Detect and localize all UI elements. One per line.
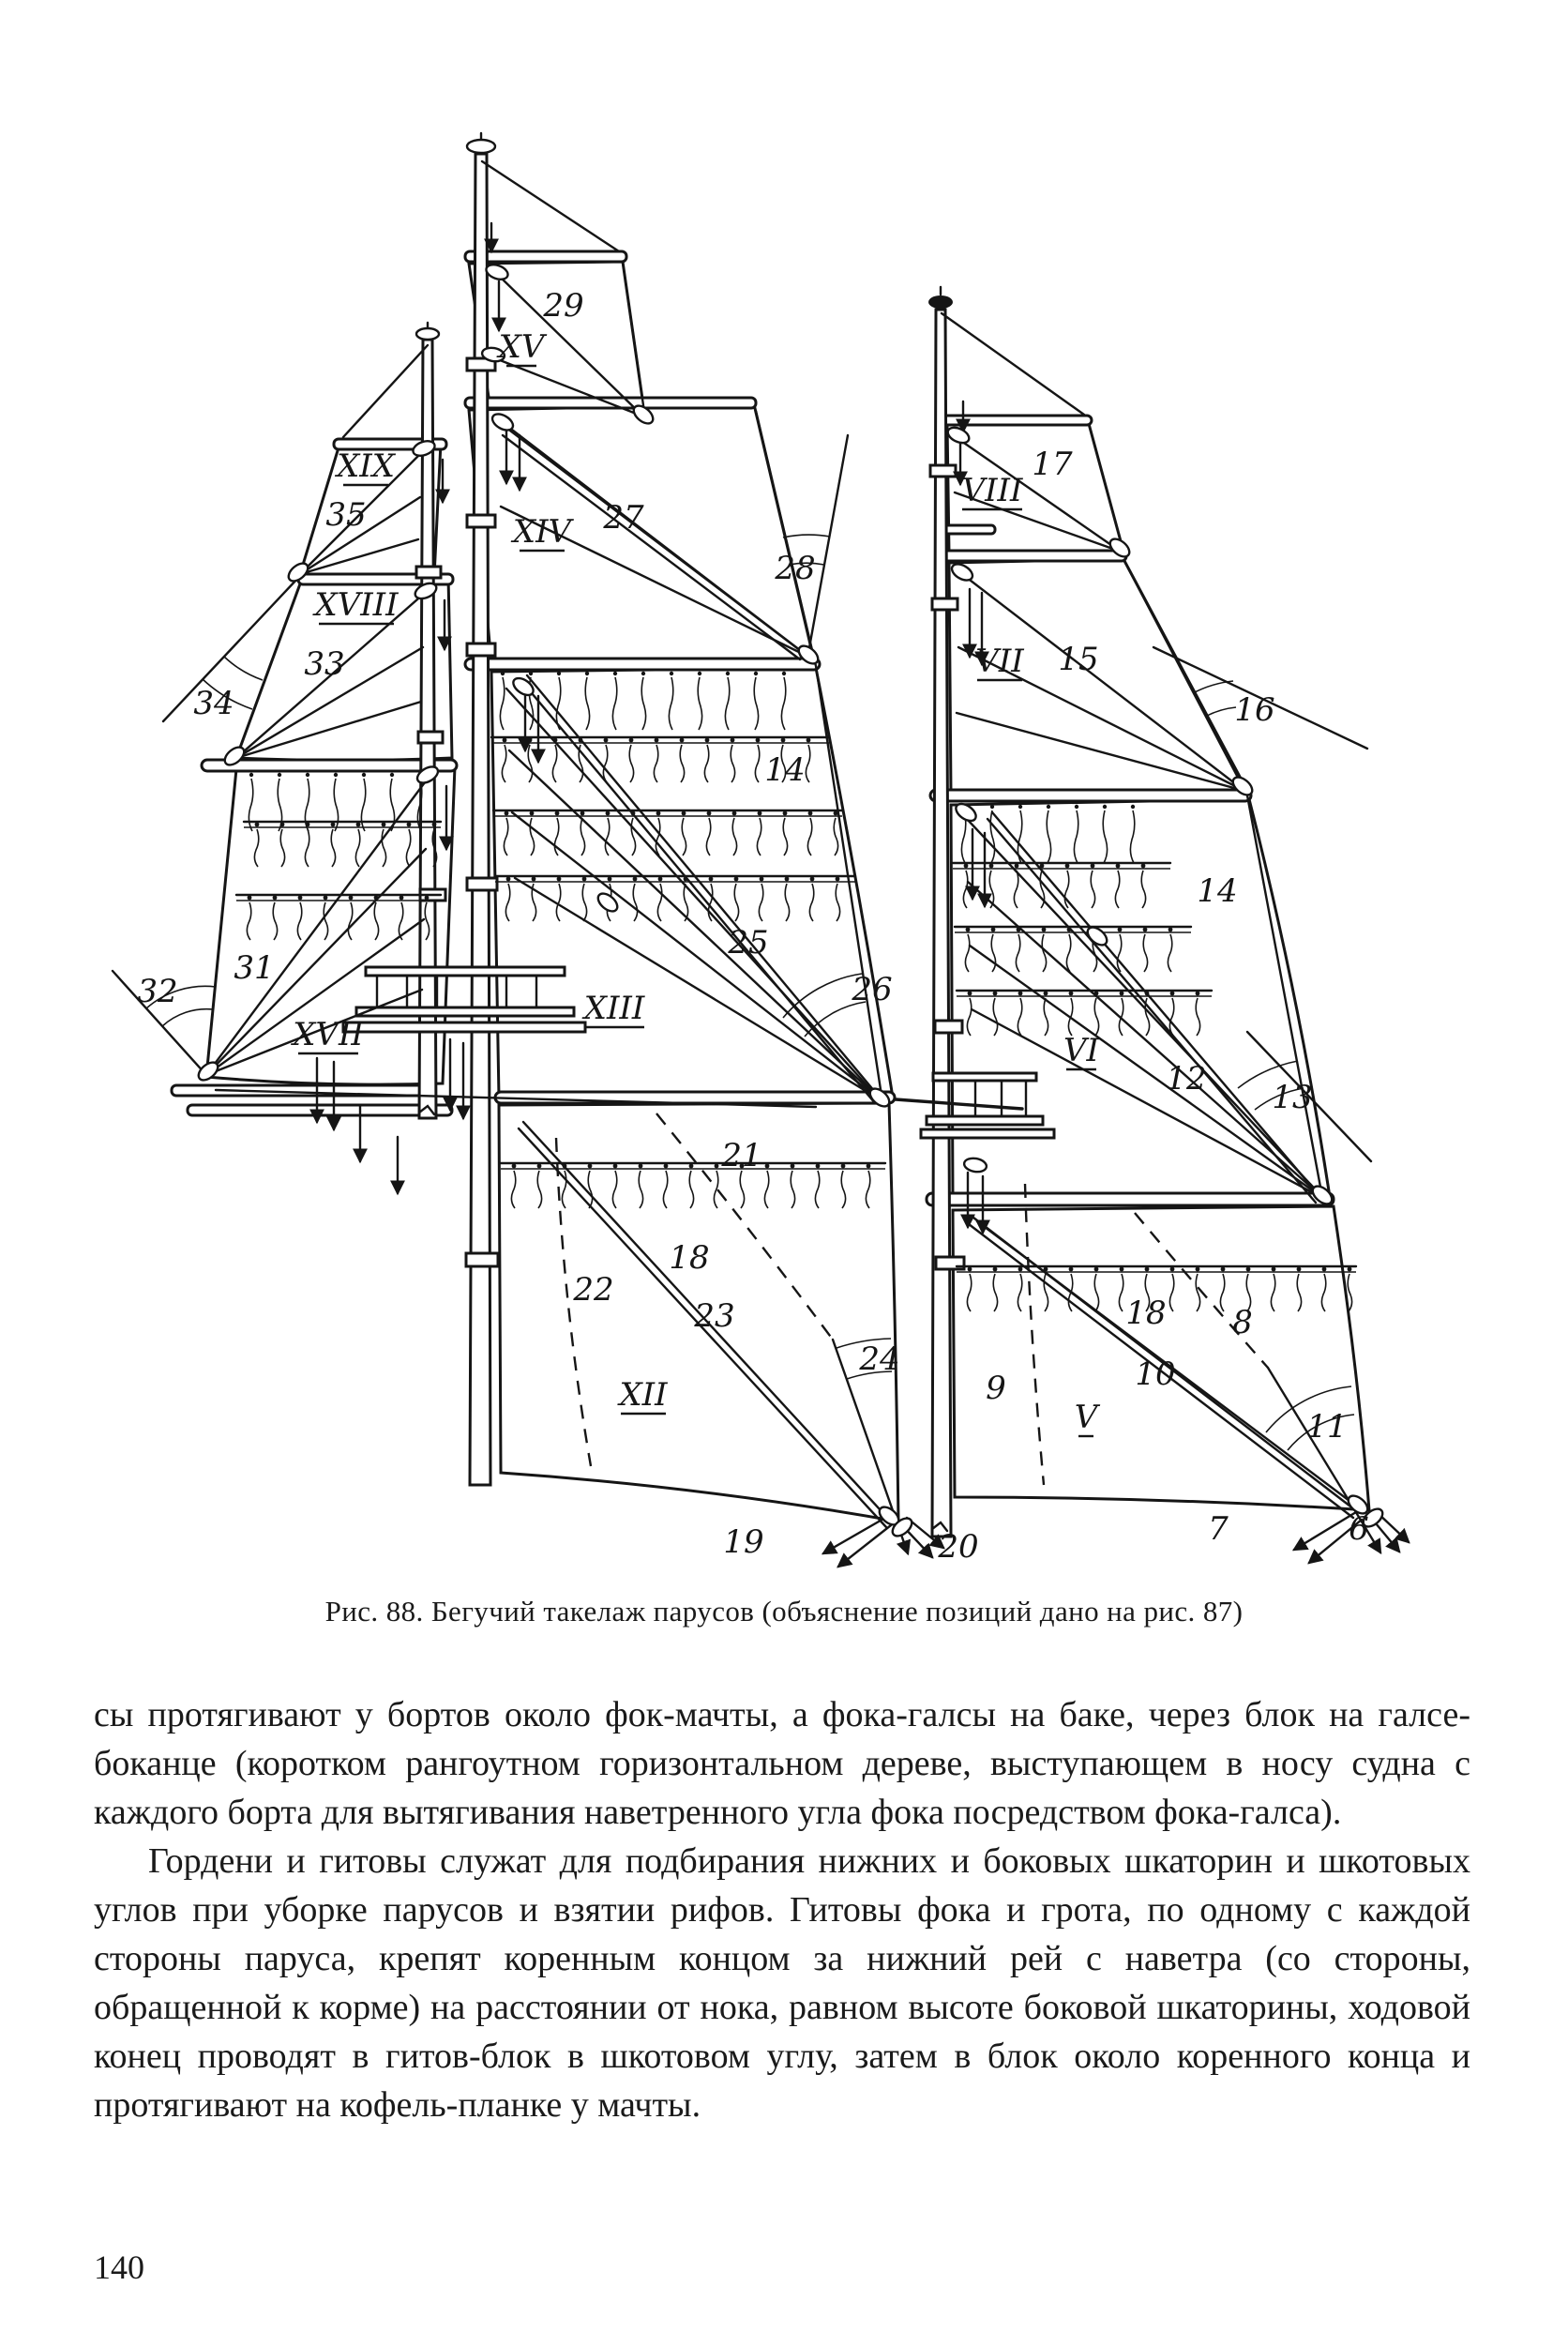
- svg-text:14: 14: [1197, 872, 1238, 910]
- svg-text:7: 7: [1208, 1510, 1229, 1548]
- svg-text:17: 17: [1032, 446, 1073, 483]
- svg-text:XIII: XIII: [583, 990, 645, 1027]
- mast-collar: [935, 1021, 962, 1033]
- svg-text:26: 26: [852, 971, 893, 1008]
- page-number: 140: [94, 2249, 144, 2286]
- svg-text:XIX: XIX: [337, 447, 395, 485]
- yard: [465, 659, 820, 670]
- svg-text:22: 22: [573, 1271, 614, 1309]
- svg-text:12: 12: [1166, 1060, 1207, 1098]
- svg-text:15: 15: [1058, 641, 1099, 678]
- mast-collar: [416, 567, 441, 578]
- body-text: [94, 1690, 1470, 2129]
- svg-text:VI: VI: [1063, 1032, 1099, 1069]
- masthead-truck: [467, 140, 495, 153]
- svg-text:XVII: XVII: [293, 1016, 364, 1053]
- yard: [936, 416, 1092, 425]
- yard: [927, 1193, 1334, 1205]
- svg-text:31: 31: [234, 949, 275, 987]
- svg-text:14: 14: [764, 751, 806, 789]
- yard: [495, 1092, 895, 1103]
- svg-text:32: 32: [137, 973, 178, 1010]
- svg-text:19: 19: [723, 1523, 764, 1561]
- svg-text:8: 8: [1232, 1304, 1253, 1341]
- svg-text:33: 33: [304, 645, 345, 683]
- yard: [942, 525, 995, 534]
- svg-text:XV: XV: [498, 328, 545, 366]
- mast-collar: [466, 1253, 498, 1266]
- svg-text:18: 18: [669, 1239, 710, 1277]
- svg-text:24: 24: [859, 1340, 900, 1378]
- svg-text:6: 6: [1349, 1510, 1369, 1548]
- figure-caption: Рис. 88. Бегучий такелаж парусов (объяснение позиций дано на рис. 87): [324, 1595, 1244, 1628]
- svg-text:VII: VII: [975, 643, 1024, 680]
- svg-text:27: 27: [603, 499, 644, 537]
- masthead-truck: [928, 295, 953, 309]
- body-paragraph: Гордени и гитовы служат для подбирания нижних и боковых шкаторин и шкотовых углов при уборке парусов и взятии рифов. Гитовы фока и грота, по одному с каждой стороны паруса, крепят коренным концом за нижний рей с наветра (со стороны, обращенной к корме) на расстоянии от нока, равном высоте боковой шкаторины, ходовой конец проводят в гитов-блок в шкотовом углу, затем в блок около коренного конца и протягивают на кофель-планке у мачты.: [94, 1841, 1470, 2125]
- svg-text:34: 34: [193, 685, 234, 722]
- svg-text:10: 10: [1135, 1355, 1176, 1393]
- svg-text:23: 23: [694, 1297, 735, 1335]
- sail-xv: [469, 262, 645, 418]
- mast-collar: [418, 732, 443, 743]
- yard: [942, 551, 1126, 561]
- svg-text:21: 21: [721, 1137, 762, 1174]
- svg-text:11: 11: [1306, 1408, 1348, 1446]
- yard: [930, 790, 1251, 801]
- mast-collar: [932, 598, 957, 610]
- svg-text:XII: XII: [619, 1376, 668, 1414]
- mast-collar: [467, 515, 495, 527]
- svg-text:XIV: XIV: [512, 513, 572, 551]
- svg-text:20: 20: [938, 1528, 979, 1566]
- svg-text:25: 25: [728, 924, 769, 962]
- svg-text:V: V: [1074, 1399, 1098, 1436]
- masthead-truck: [416, 328, 439, 340]
- svg-text:29: 29: [543, 287, 584, 325]
- mast-collar: [930, 465, 956, 477]
- svg-text:18: 18: [1125, 1295, 1167, 1332]
- svg-text:VIII: VIII: [961, 472, 1023, 509]
- svg-text:13: 13: [1272, 1079, 1313, 1116]
- svg-text:9: 9: [986, 1370, 1006, 1407]
- yard: [188, 1105, 452, 1115]
- svg-text:35: 35: [325, 496, 367, 534]
- svg-text:28: 28: [775, 550, 816, 587]
- mast-collar: [467, 644, 495, 656]
- mast-collar: [467, 878, 497, 890]
- svg-text:XVIII: XVIII: [314, 586, 399, 624]
- body-paragraph: сы протягивают у бортов около фок-мачты, а фока-галсы на баке, через блок на галсе-боканце (коротком рангоутном горизонтальном дереве, выступающем в носу судна с каждого борта для вытягивания наветренного угла фока посредством фока-галса).: [94, 1695, 1470, 1832]
- svg-text:16: 16: [1234, 691, 1275, 729]
- yard: [465, 251, 626, 262]
